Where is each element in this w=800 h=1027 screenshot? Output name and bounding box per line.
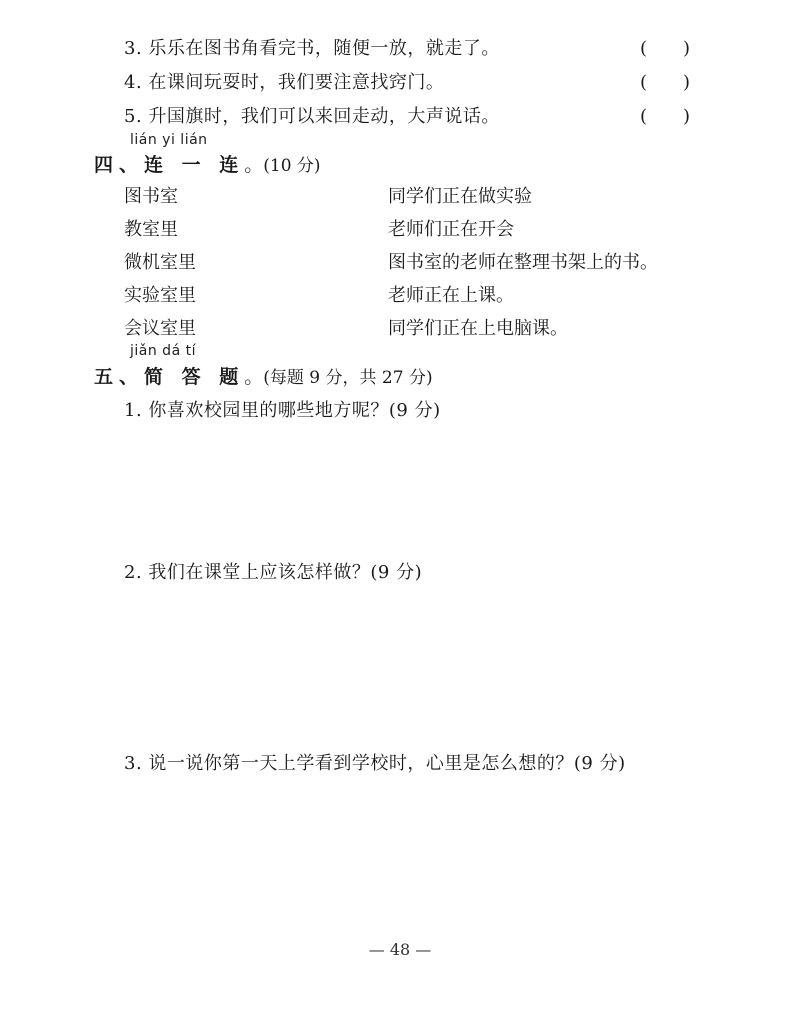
section4-title: 四、连 一 连 xyxy=(94,154,245,176)
section4-heading xyxy=(94,150,321,177)
section5-pinyin: jiǎn dá tí xyxy=(130,343,196,359)
match-left-item[interactable]: 会议室里 xyxy=(124,318,196,339)
section5-score-note: (每题 9 分，共 27 分) xyxy=(263,368,433,388)
match-left-item[interactable]: 图书室 xyxy=(124,186,178,207)
match-left-item[interactable]: 教室里 xyxy=(124,219,178,240)
judge-answer-paren-3[interactable]: ( ) xyxy=(640,38,691,59)
match-right-item[interactable]: 同学们正在上电脑课。 xyxy=(388,318,568,339)
section5-heading xyxy=(94,362,433,389)
section5-mark: 。 xyxy=(244,366,264,388)
match-right-item[interactable]: 老师们正在开会 xyxy=(388,219,514,240)
page-number: — 48 — xyxy=(368,940,432,959)
match-left-item[interactable]: 微机室里 xyxy=(124,252,196,273)
question-1: 1. 你喜欢校园里的哪些地方呢？(9 分) xyxy=(124,400,441,421)
match-left-item[interactable]: 实验室里 xyxy=(124,285,196,306)
judge-item-5: 5. 升国旗时，我们可以来回走动，大声说话。 xyxy=(124,106,500,127)
judge-answer-paren-4[interactable]: ( ) xyxy=(640,72,691,93)
section5-title: 五、简 答 题 xyxy=(94,366,245,388)
section4-mark: 。 xyxy=(244,154,264,176)
question-3: 3. 说一说你第一天上学看到学校时，心里是怎么想的？(9 分) xyxy=(124,753,626,774)
match-right-item[interactable]: 图书室的老师在整理书架上的书。 xyxy=(388,252,658,273)
judge-answer-paren-5[interactable]: ( ) xyxy=(640,106,691,127)
judge-item-3: 3. 乐乐在图书角看完书，随便一放，就走了。 xyxy=(124,38,500,59)
judge-item-4: 4. 在课间玩耍时，我们要注意找窍门。 xyxy=(124,72,445,93)
section4-pinyin: lián yi lián xyxy=(130,132,208,148)
section4-score-note: (10 分) xyxy=(263,156,321,176)
match-right-item[interactable]: 同学们正在做实验 xyxy=(388,186,532,207)
question-2: 2. 我们在课堂上应该怎样做？(9 分) xyxy=(124,562,423,583)
match-right-item[interactable]: 老师正在上课。 xyxy=(388,285,514,306)
